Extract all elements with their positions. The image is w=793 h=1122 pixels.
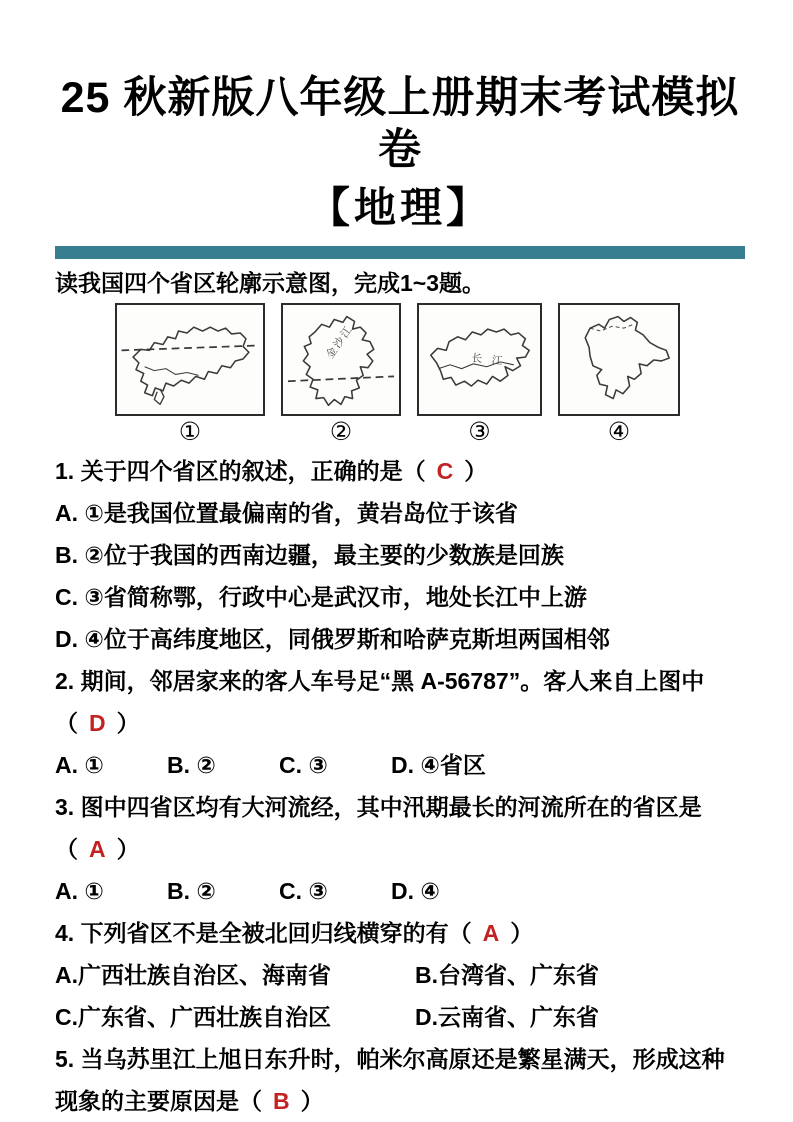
heilongjiang-outline-map [560, 305, 678, 414]
q5-answer: B [273, 1088, 290, 1114]
q4-options-row-2 [55, 996, 745, 1038]
q4-stem-close: ） [510, 920, 534, 946]
q1-stem-text: 1. 关于四个省区的叙述，正确的是（ [55, 458, 426, 484]
question-2-stem [55, 660, 745, 744]
q3-option-c: C. ③ [279, 878, 328, 904]
q3-option-a: A. ① [55, 878, 104, 904]
q1-stem-close: ） [464, 458, 488, 484]
q2-stem-close: ） [116, 710, 140, 736]
tropic-of-cancer-line [288, 376, 394, 381]
map-1-number-label: ① [178, 418, 202, 446]
q4-stem-text: 4. 下列省区不是全被北回归线横穿的有（ [55, 920, 472, 946]
q2-stem-text: 2. 期间，邻居家来的客人车号足“黑 A-56787”。客人来自上图中（ [55, 668, 705, 736]
question-3-stem [55, 786, 745, 870]
province-outline [303, 317, 373, 406]
page-content [0, 72, 793, 1122]
map-3-number-label: ③ [468, 418, 491, 446]
map-2-number-label: ② [329, 418, 353, 446]
page-subtitle: 【地理】 [307, 184, 492, 231]
title-divider-bar [55, 246, 745, 259]
province-map-3-image [417, 303, 542, 416]
coastline-detail [145, 367, 199, 376]
q2-option-c: C. ③ [279, 752, 328, 778]
q2-option-b: B. ② [167, 752, 216, 778]
guangdong-outline-map [117, 305, 263, 414]
intro-text: 读我国四个省区轮廓示意图，完成1~3题。 [55, 270, 486, 296]
q2-option-d: D. ④省区 [391, 752, 486, 778]
q2-option-a: A. ① [55, 752, 104, 778]
yunnan-outline-map [283, 305, 399, 414]
q4-answer: A [482, 920, 500, 946]
q4-option-d: D.云南省、广东省 [415, 1004, 599, 1030]
q2-answer: D [89, 710, 106, 736]
province-map-1-image [115, 303, 265, 416]
q1-option-d: D. ④位于高纬度地区，同俄罗斯和哈萨克斯坦两国相邻 [55, 626, 610, 652]
province-map-4-image [558, 303, 680, 416]
q1-option-a: A. ①是我国位置最偏南的省，黄岩岛位于该省 [55, 500, 518, 526]
province-map-4 [558, 303, 680, 446]
q2-options-row [55, 744, 745, 786]
question-5-stem [55, 1038, 745, 1122]
province-outline [133, 327, 249, 395]
q1-option-b: B. ②位于我国的西南边疆，最主要的少数族是回族 [55, 542, 564, 568]
q4-option-a: A.广西壮族自治区、海南省 [55, 962, 331, 988]
q3-options-row [55, 870, 745, 912]
question-4-stem [55, 912, 745, 954]
q4-options-row-1 [55, 954, 745, 996]
q4-option-c: C.广东省、广西壮族自治区 [55, 1004, 331, 1030]
hubei-outline-map [419, 305, 540, 414]
province-map-2-image [281, 303, 401, 416]
province-maps-figure [115, 303, 745, 446]
province-outline [585, 317, 669, 399]
province-map-2 [281, 303, 401, 446]
q1-option-c: C. ③省简称鄂，行政中心是武汉市，地处长江中上游 [55, 584, 587, 610]
page-title: 25 秋新版八年级上册期末考试模拟卷 [60, 74, 740, 174]
changjiang-river-label: 长江 [470, 352, 513, 369]
q3-answer: A [89, 836, 106, 862]
q3-option-b: B. ② [167, 878, 216, 904]
q3-stem-close: ） [116, 836, 140, 862]
province-map-3 [417, 303, 542, 446]
province-map-1 [115, 303, 265, 446]
q4-option-b: B.台湾省、广东省 [415, 962, 599, 988]
q1-answer: C [436, 458, 454, 484]
q5-stem-text: 5. 当乌苏里江上旭日东升时，帕米尔高原还是繁星满天，形成这种现象的主要原因是（ [55, 1046, 725, 1114]
question-1-stem [55, 450, 745, 492]
map-4-number-label: ④ [607, 418, 631, 446]
jinsha-river-label: 金沙江 [324, 323, 356, 361]
q3-option-d: D. ④ [391, 878, 440, 904]
q5-stem-close: ） [300, 1088, 324, 1114]
q3-stem-text: 3. 图中四省区均有大河流经，其中汛期最长的河流所在的省区是（ [55, 794, 702, 862]
